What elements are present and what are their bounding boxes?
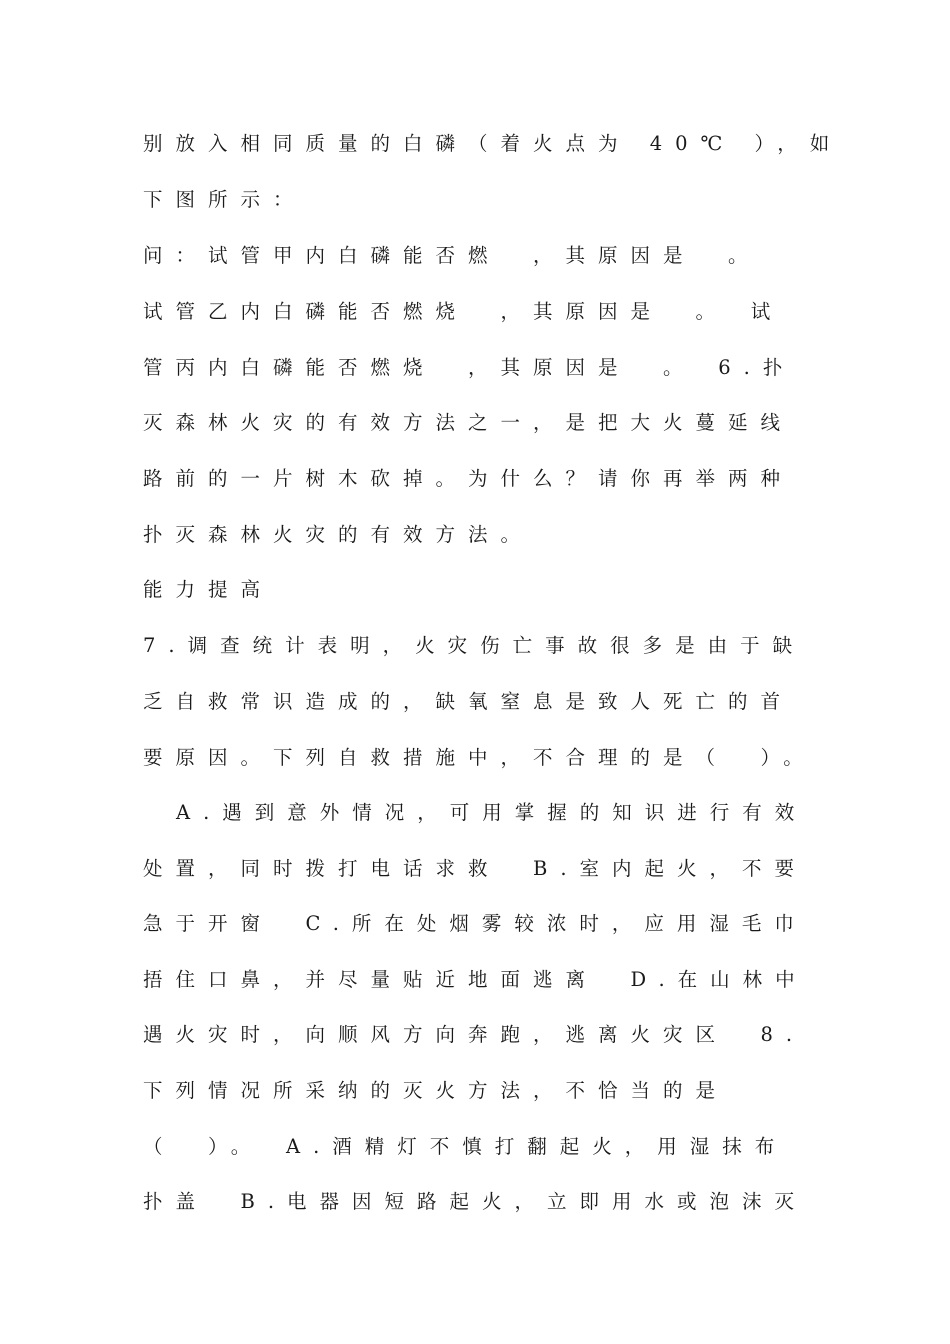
- text-line-13: A.遇到意外情况，可用掌握的知识进行有效: [176, 801, 808, 824]
- text-line-10: 7.调查统计表明，火灾伤亡事故很多是由于缺: [143, 634, 806, 657]
- text-line-16: 捂住口鼻，并尽量贴近地面逃离 D.在山林中: [143, 968, 808, 991]
- section-heading: 能力提高: [143, 578, 274, 601]
- text-line-8: 扑灭森林火灾的有效方法。: [143, 523, 534, 546]
- text-line-19: （ ）。 A.酒精灯不慎打翻起火，用湿抹布: [143, 1135, 788, 1158]
- text-line-14: 处置，同时拨打电话求救 B.室内起火，不要: [143, 857, 808, 880]
- text-line-1: 别放入相同质量的白磷（着火点为 40℃ ），如: [143, 132, 843, 155]
- text-line-7: 路前的一片树木砍掉。为什么？请你再举两种: [143, 467, 794, 490]
- text-line-11: 乏自救常识造成的，缺氧窒息是致人死亡的首: [143, 690, 794, 713]
- text-line-18: 下列情况所采纳的灭火方法，不恰当的是: [143, 1079, 729, 1102]
- text-line-6: 灭森林火灾的有效方法之一，是把大火蔓延线: [143, 411, 794, 434]
- text-line-12: 要原因。下列自救措施中，不合理的是（ ）。: [143, 746, 816, 769]
- text-line-5: 管丙内白磷能否燃烧 ，其原因是 。 6.扑: [143, 356, 796, 379]
- text-line-20: 扑盖 B.电器因短路起火，立即用水或泡沫灭: [143, 1190, 808, 1213]
- text-line-17: 遇火灾时，向顺风方向奔跑，逃离火灾区 8.: [143, 1023, 806, 1046]
- text-line-2: 下图所示：: [143, 188, 306, 211]
- text-line-4: 试管乙内白磷能否燃烧 ，其原因是 。 试: [143, 300, 784, 323]
- text-line-15: 急于开窗 C.所在处烟雾较浓时，应用湿毛巾: [143, 912, 807, 935]
- text-line-3: 问：试管甲内白磷能否燃 ，其原因是 。: [143, 244, 761, 267]
